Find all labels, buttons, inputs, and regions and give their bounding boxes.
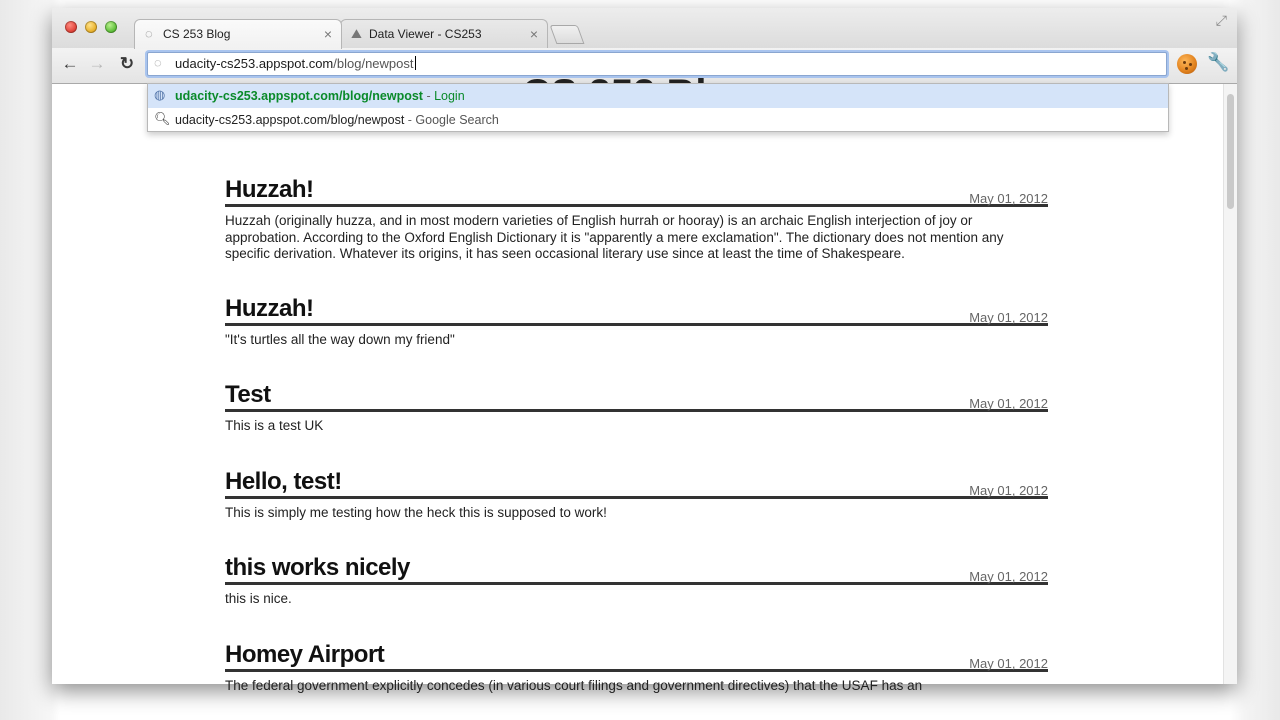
- blog-post: [225, 469, 1048, 522]
- blog-post: [225, 555, 1048, 608]
- post-body: this is nice.: [225, 591, 292, 606]
- post-header: [225, 296, 1048, 326]
- tab-strip: [52, 8, 1237, 48]
- vertical-scrollbar[interactable]: [1223, 84, 1237, 684]
- minimize-window-button[interactable]: [85, 21, 97, 33]
- address-bar-text[interactable]: [175, 56, 416, 71]
- fullscreen-icon[interactable]: ⤢: [1215, 12, 1227, 28]
- post-body: Huzzah (originally huzza, and in most modern varieties of English hurrah or hooray) is an archaic English interjection of joy or approbation. According to the Oxford English Dictionary it is "apparently a mere exclamation". The dictionary does not mention any specific derivation. Whatever its origins, it has seen occasional literary use since at least the time of Shakespeare.: [225, 213, 1004, 261]
- reload-icon[interactable]: ↻: [119, 54, 135, 73]
- suggestion-description: Login: [434, 89, 465, 103]
- tab-data-viewer[interactable]: [340, 19, 548, 49]
- globe-icon: ◌: [154, 55, 162, 70]
- post-body: This is a test UK: [225, 418, 324, 433]
- omnibox-suggestions: [147, 83, 1169, 132]
- globe-icon: ◍: [154, 87, 166, 102]
- blog-post: [225, 296, 1048, 349]
- post-header: [225, 642, 1048, 672]
- post-date: May 01, 2012: [969, 483, 1048, 498]
- post-date: May 01, 2012: [969, 191, 1048, 206]
- post-title: Hello, test!: [225, 468, 342, 495]
- cookie-extension-icon[interactable]: [1177, 54, 1197, 74]
- suggestion-url: udacity-cs253.appspot.com/blog/newpost: [175, 113, 405, 127]
- post-title: Homey Airport: [225, 641, 385, 668]
- blog-post: [225, 382, 1048, 435]
- suggestion-description: Google Search: [415, 113, 499, 127]
- data-viewer-favicon-icon: ⛰: [351, 26, 362, 41]
- suggestion-separator: -: [422, 89, 435, 103]
- tab-title: Data Viewer - CS253: [369, 27, 482, 41]
- suggestion-url: udacity-cs253.appspot.com/blog/newpost: [175, 89, 423, 103]
- close-tab-icon[interactable]: ×: [323, 26, 332, 42]
- tab-title: CS 253 Blog: [163, 27, 231, 41]
- back-arrow-icon[interactable]: ←: [61, 54, 79, 73]
- post-date: May 01, 2012: [969, 310, 1048, 325]
- post-title: Huzzah!: [225, 295, 314, 322]
- browser-window: [52, 8, 1237, 693]
- zoom-window-button[interactable]: [105, 21, 117, 33]
- scrollbar-thumb[interactable]: [1227, 94, 1234, 209]
- post-header: [225, 177, 1048, 207]
- url-host: udacity-cs253.appspot.com: [175, 56, 334, 71]
- loading-favicon-icon: ◌: [145, 26, 153, 41]
- tab-cs253-blog[interactable]: [134, 19, 342, 49]
- new-tab-button[interactable]: [550, 25, 585, 44]
- post-body: This is simply me testing how the heck this is supposed to work!: [225, 505, 607, 520]
- post-header: [225, 469, 1048, 499]
- suggestion-row[interactable]: [148, 108, 1168, 132]
- text-caret: [415, 56, 416, 70]
- search-icon: 🔍︎: [154, 111, 171, 126]
- suggestion-text: [175, 89, 465, 103]
- post-body: "It's turtles all the way down my friend": [225, 332, 455, 347]
- wrench-icon[interactable]: 🔧: [1207, 52, 1230, 72]
- post-title: Test: [225, 381, 271, 408]
- url-path: /blog/newpost: [333, 56, 414, 71]
- forward-arrow-icon[interactable]: →: [88, 54, 106, 73]
- post-header: [225, 382, 1048, 412]
- post-date: May 01, 2012: [969, 656, 1048, 671]
- suggestion-row[interactable]: [148, 84, 1168, 108]
- post-title: Huzzah!: [225, 176, 314, 203]
- blog-post: [225, 642, 1048, 695]
- post-date: May 01, 2012: [969, 396, 1048, 411]
- page-viewport: [52, 84, 1224, 693]
- blog-post: [225, 177, 1048, 263]
- close-tab-icon[interactable]: ×: [529, 26, 538, 42]
- suggestion-separator: -: [404, 113, 416, 127]
- suggestion-text: [175, 113, 499, 127]
- post-title: this works nicely: [225, 554, 410, 581]
- post-date: May 01, 2012: [969, 569, 1048, 584]
- close-window-button[interactable]: [65, 21, 77, 33]
- post-header: [225, 555, 1048, 585]
- post-body: The federal government explicitly concedes (in various court filings and government directives) that the USAF has an: [225, 678, 923, 693]
